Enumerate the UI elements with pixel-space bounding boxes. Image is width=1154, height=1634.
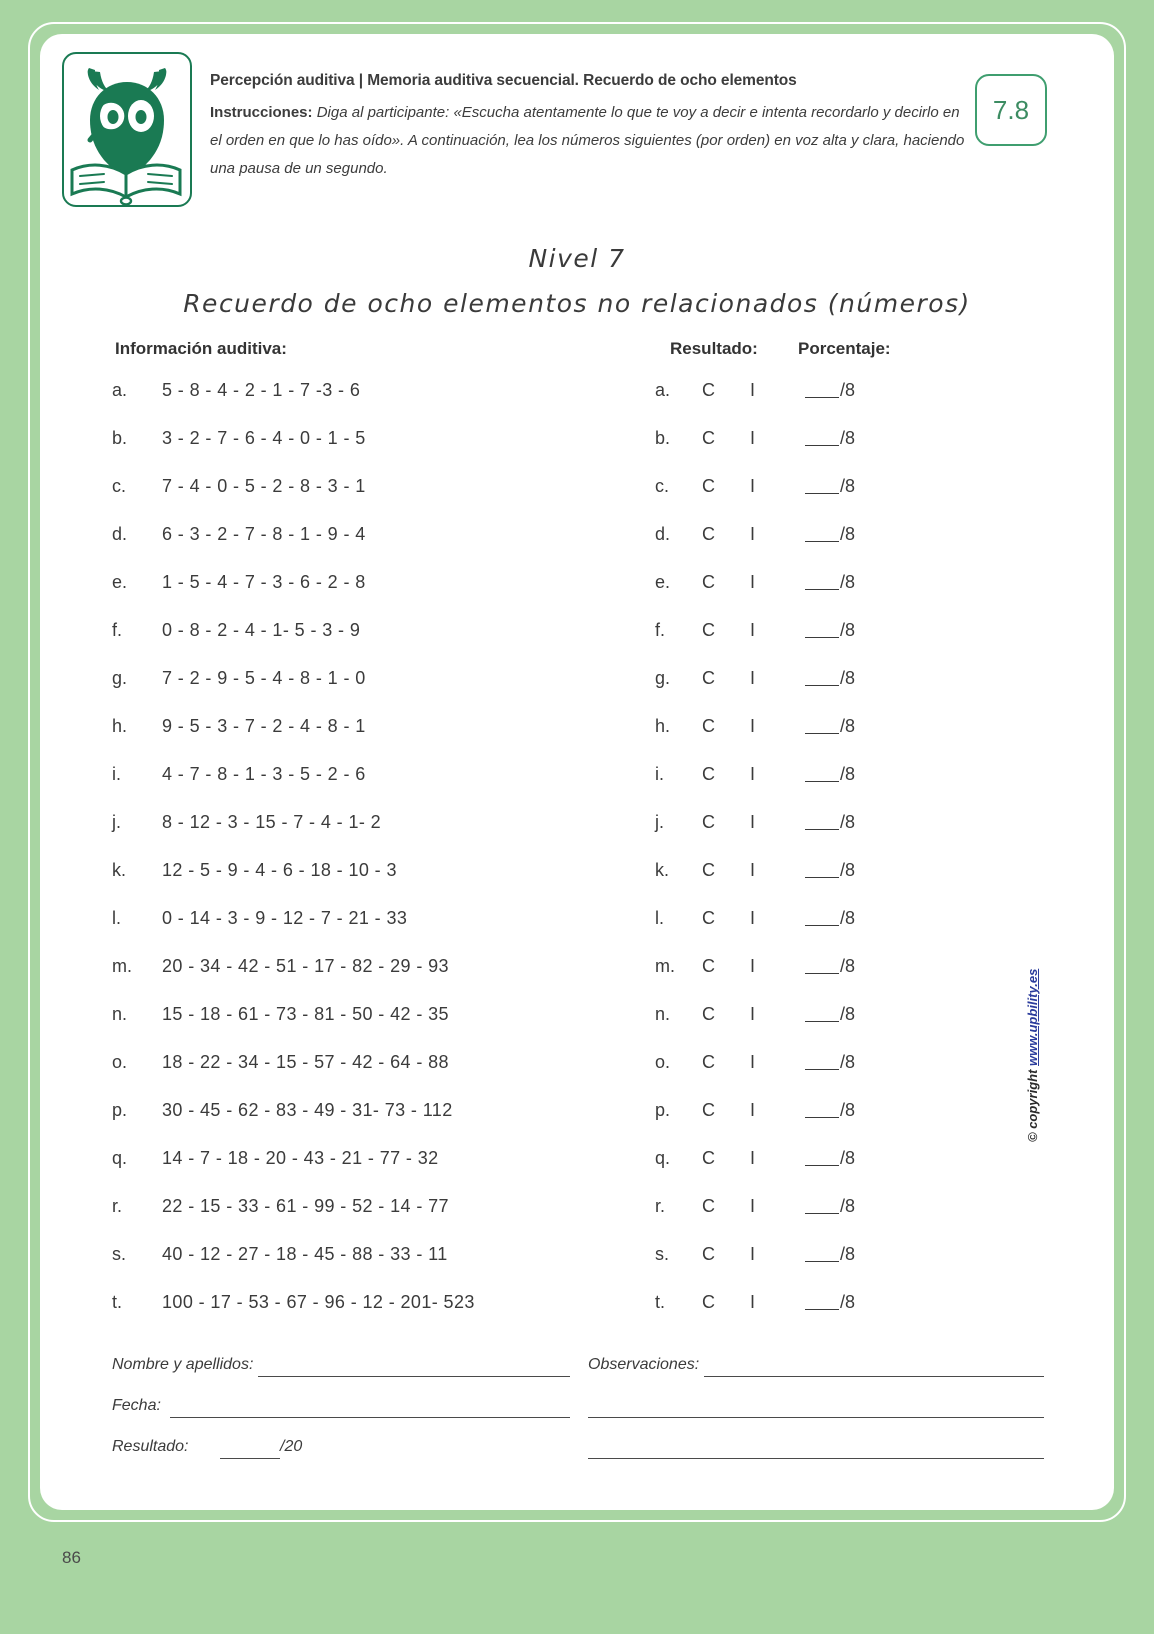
- row-letter: d.: [112, 524, 128, 544]
- result-incorrect-option[interactable]: I: [750, 524, 756, 544]
- exercise-row: [40, 514, 1114, 562]
- percentage-score-field[interactable]: [805, 764, 855, 785]
- result-correct-option[interactable]: C: [702, 524, 715, 544]
- result-correct-option[interactable]: C: [702, 908, 715, 928]
- result-row-letter: q.: [655, 1148, 671, 1168]
- number-sequence: 4 - 7 - 8 - 1 - 3 - 5 - 2 - 6: [162, 764, 366, 784]
- score-blank-line[interactable]: [805, 397, 839, 398]
- number-sequence: 3 - 2 - 7 - 6 - 4 - 0 - 1 - 5: [162, 428, 366, 448]
- name-label: Nombre y apellidos:: [112, 1356, 254, 1373]
- percentage-score-field[interactable]: [805, 956, 855, 977]
- exercise-row: [40, 850, 1114, 898]
- row-letter: f.: [112, 620, 123, 640]
- exercise-rows: [40, 370, 1114, 1330]
- exercise-row: [40, 1138, 1114, 1186]
- percentage-score-field[interactable]: [805, 428, 855, 449]
- result-row-letter: j.: [655, 812, 664, 832]
- result-incorrect-option[interactable]: I: [750, 620, 756, 640]
- result-row-letter: e.: [655, 572, 671, 592]
- result-correct-option[interactable]: C: [702, 716, 715, 736]
- result-row-letter: l.: [655, 908, 664, 928]
- result-correct-option[interactable]: C: [702, 572, 715, 592]
- percentage-score-field[interactable]: [805, 908, 855, 929]
- score-blank-line[interactable]: [805, 637, 839, 638]
- result-row-letter: g.: [655, 668, 671, 688]
- result-correct-option[interactable]: C: [702, 812, 715, 832]
- result-correct-option[interactable]: C: [702, 1148, 715, 1168]
- number-sequence: 22 - 15 - 33 - 61 - 99 - 52 - 14 - 77: [162, 1196, 449, 1216]
- footer-row-date: [40, 1393, 1114, 1434]
- number-sequence: 1 - 5 - 4 - 7 - 3 - 6 - 2 - 8: [162, 572, 366, 592]
- result-row-letter: r.: [655, 1196, 666, 1216]
- exercise-row: [40, 1042, 1114, 1090]
- score-blank-line[interactable]: [805, 877, 839, 878]
- row-letter: q.: [112, 1148, 128, 1168]
- number-sequence: 14 - 7 - 18 - 20 - 43 - 21 - 77 - 32: [162, 1148, 439, 1168]
- score-blank-line[interactable]: [805, 1021, 839, 1022]
- header-text-block: [210, 72, 970, 182]
- score-denominator: /8: [840, 1100, 856, 1120]
- row-letter: j.: [112, 812, 121, 832]
- level-title: Nivel 7: [528, 244, 626, 273]
- percentage-score-field[interactable]: [805, 668, 855, 689]
- result-incorrect-option[interactable]: I: [750, 668, 756, 688]
- observations-label: Observaciones:: [588, 1356, 700, 1373]
- result-row-letter: i.: [655, 764, 664, 784]
- column-header-porcentaje: Porcentaje:: [798, 339, 891, 358]
- score-blank-line[interactable]: [805, 733, 839, 734]
- percentage-score-field[interactable]: [805, 572, 855, 593]
- name-input-line[interactable]: [258, 1376, 570, 1377]
- number-sequence: 5 - 8 - 4 - 2 - 1 - 7 -3 - 6: [162, 380, 361, 400]
- row-letter: n.: [112, 1004, 128, 1024]
- score-denominator: /8: [840, 908, 856, 928]
- result-correct-option[interactable]: C: [702, 1052, 715, 1072]
- score-denominator: /8: [840, 1148, 856, 1168]
- number-sequence: 0 - 8 - 2 - 4 - 1- 5 - 3 - 9: [162, 620, 361, 640]
- exercise-row: [40, 754, 1114, 802]
- row-letter: t.: [112, 1292, 123, 1312]
- score-denominator: /8: [840, 380, 856, 400]
- instructions-label: Instrucciones:: [210, 104, 313, 121]
- result-incorrect-option[interactable]: I: [750, 764, 756, 784]
- row-letter: o.: [112, 1052, 128, 1072]
- score-denominator: /8: [840, 1004, 856, 1024]
- exercise-row: [40, 658, 1114, 706]
- number-sequence: 6 - 3 - 2 - 7 - 8 - 1 - 9 - 4: [162, 524, 366, 544]
- result-row-letter: d.: [655, 524, 671, 544]
- observations-input-line-3[interactable]: [588, 1458, 1044, 1459]
- result-correct-option[interactable]: C: [702, 1244, 715, 1264]
- result-incorrect-option[interactable]: I: [750, 908, 756, 928]
- result-correct-option[interactable]: C: [702, 956, 715, 976]
- observations-input-line-1[interactable]: [704, 1376, 1044, 1377]
- copyright-notice: [1025, 902, 1040, 1142]
- result-row-letter: p.: [655, 1100, 671, 1120]
- percentage-score-field[interactable]: [805, 860, 855, 881]
- exercise-row: [40, 1234, 1114, 1282]
- score-blank-line[interactable]: [805, 829, 839, 830]
- worksheet-card: [40, 34, 1114, 1510]
- row-letter: h.: [112, 716, 128, 736]
- result-incorrect-option[interactable]: I: [750, 860, 756, 880]
- percentage-score-field[interactable]: [805, 620, 855, 641]
- number-sequence: 8 - 12 - 3 - 15 - 7 - 4 - 1- 2: [162, 812, 382, 832]
- observations-input-line-2[interactable]: [588, 1417, 1044, 1418]
- score-blank-line[interactable]: [805, 1261, 839, 1262]
- result-incorrect-option[interactable]: I: [750, 1100, 756, 1120]
- exercise-row: [40, 898, 1114, 946]
- row-letter: r.: [112, 1196, 123, 1216]
- score-blank-line[interactable]: [805, 925, 839, 926]
- exercise-row: [40, 370, 1114, 418]
- score-denominator: /8: [840, 764, 856, 784]
- score-denominator: /8: [840, 956, 856, 976]
- score-denominator: /8: [840, 428, 856, 448]
- worksheet-header: [40, 34, 1114, 204]
- score-blank-line[interactable]: [805, 685, 839, 686]
- column-header-resultado: Resultado:: [670, 339, 758, 358]
- score-denominator: /8: [840, 860, 856, 880]
- result-row-letter: b.: [655, 428, 671, 448]
- result-correct-option[interactable]: C: [702, 476, 715, 496]
- row-letter: i.: [112, 764, 121, 784]
- score-blank-line[interactable]: [805, 1309, 839, 1310]
- exercise-row: [40, 466, 1114, 514]
- exercise-number-badge: 7.8: [975, 74, 1047, 146]
- exercise-row: [40, 946, 1114, 994]
- score-blank-line[interactable]: [805, 445, 839, 446]
- worksheet-footer: [40, 1352, 1114, 1475]
- footer-row-name: [40, 1352, 1114, 1393]
- number-sequence: 18 - 22 - 34 - 15 - 57 - 42 - 64 - 88: [162, 1052, 449, 1072]
- exercise-subtitle: Recuerdo de ocho elementos no relacionados (números): [183, 289, 971, 318]
- result-row-letter: m.: [655, 956, 675, 976]
- number-sequence: 9 - 5 - 3 - 7 - 2 - 4 - 8 - 1: [162, 716, 366, 736]
- result-incorrect-option[interactable]: I: [750, 380, 756, 400]
- result-row-letter: n.: [655, 1004, 671, 1024]
- score-blank-line[interactable]: [805, 589, 839, 590]
- owl-reading-book-icon: [62, 52, 192, 207]
- result-row-letter: f.: [655, 620, 666, 640]
- score-denominator: /8: [840, 1052, 856, 1072]
- result-incorrect-option[interactable]: I: [750, 716, 756, 736]
- score-denominator: /8: [840, 1244, 856, 1264]
- exercise-row: [40, 610, 1114, 658]
- percentage-score-field[interactable]: [805, 716, 855, 737]
- result-correct-option[interactable]: C: [702, 1100, 715, 1120]
- score-denominator: /8: [840, 524, 856, 544]
- footer-row-result: [40, 1434, 1114, 1475]
- exercise-row: [40, 1186, 1114, 1234]
- date-input-line[interactable]: [170, 1417, 570, 1418]
- result-correct-option[interactable]: C: [702, 1292, 715, 1312]
- row-letter: m.: [112, 956, 132, 976]
- percentage-score-field[interactable]: [805, 1004, 855, 1025]
- result-incorrect-option[interactable]: I: [750, 1148, 756, 1168]
- score-denominator: /8: [840, 572, 856, 592]
- exercise-row: [40, 418, 1114, 466]
- row-letter: g.: [112, 668, 128, 688]
- score-denominator: /8: [840, 476, 856, 496]
- result-row-letter: o.: [655, 1052, 671, 1072]
- row-letter: a.: [112, 380, 128, 400]
- exercise-row: [40, 1090, 1114, 1138]
- row-letter: k.: [112, 860, 127, 880]
- result-incorrect-option[interactable]: I: [750, 428, 756, 448]
- percentage-score-field[interactable]: [805, 1100, 855, 1121]
- number-sequence: 7 - 2 - 9 - 5 - 4 - 8 - 1 - 0: [162, 668, 366, 688]
- score-denominator: /8: [840, 1292, 856, 1312]
- exercise-row: [40, 994, 1114, 1042]
- result-incorrect-option[interactable]: I: [750, 956, 756, 976]
- number-sequence: 100 - 17 - 53 - 67 - 96 - 12 - 201- 523: [162, 1292, 475, 1312]
- row-letter: b.: [112, 428, 128, 448]
- result-row-letter: c.: [655, 476, 670, 496]
- score-blank-line[interactable]: [805, 781, 839, 782]
- row-letter: e.: [112, 572, 128, 592]
- row-letter: l.: [112, 908, 121, 928]
- result-incorrect-option[interactable]: I: [750, 1292, 756, 1312]
- percentage-score-field[interactable]: [805, 1244, 855, 1265]
- percentage-score-field[interactable]: [805, 812, 855, 833]
- number-sequence: 40 - 12 - 27 - 18 - 45 - 88 - 33 - 11: [162, 1244, 448, 1264]
- page-number: 86: [62, 1548, 81, 1567]
- number-sequence: 30 - 45 - 62 - 83 - 49 - 31- 73 - 112: [162, 1100, 453, 1120]
- worksheet-instructions: [210, 99, 970, 182]
- number-sequence: 7 - 4 - 0 - 5 - 2 - 8 - 3 - 1: [162, 476, 366, 496]
- result-correct-option[interactable]: C: [702, 764, 715, 784]
- percentage-score-field[interactable]: [805, 380, 855, 401]
- percentage-score-field[interactable]: [805, 1292, 855, 1313]
- score-blank-line[interactable]: [805, 973, 839, 974]
- result-correct-option[interactable]: C: [702, 860, 715, 880]
- percentage-score-field[interactable]: [805, 1148, 855, 1169]
- result-denominator: /20: [280, 1438, 303, 1455]
- result-correct-option[interactable]: C: [702, 668, 715, 688]
- score-blank-line[interactable]: [805, 1069, 839, 1070]
- percentage-score-field[interactable]: [805, 1052, 855, 1073]
- copyright-link[interactable]: www.upbility.es: [1025, 968, 1040, 1066]
- exercise-row: [40, 706, 1114, 754]
- score-denominator: /8: [840, 1196, 856, 1216]
- percentage-score-field[interactable]: [805, 524, 855, 545]
- result-incorrect-option[interactable]: I: [750, 476, 756, 496]
- result-row-letter: s.: [655, 1244, 670, 1264]
- number-sequence: 0 - 14 - 3 - 9 - 12 - 7 - 21 - 33: [162, 908, 408, 928]
- worksheet-category: Percepción auditiva | Memoria auditiva secuencial. Recuerdo de ocho elementos: [210, 72, 797, 89]
- result-row-letter: k.: [655, 860, 670, 880]
- score-blank-line[interactable]: [805, 493, 839, 494]
- result-label: Resultado:: [112, 1438, 189, 1455]
- copyright-prefix: © copyright: [1025, 1065, 1040, 1142]
- result-row-letter: t.: [655, 1292, 666, 1312]
- percentage-score-field[interactable]: [805, 1196, 855, 1217]
- date-label: Fecha:: [112, 1397, 161, 1414]
- result-incorrect-option[interactable]: I: [750, 1196, 756, 1216]
- result-row-letter: a.: [655, 380, 671, 400]
- result-incorrect-option[interactable]: I: [750, 1004, 756, 1024]
- result-correct-option[interactable]: C: [702, 1004, 715, 1024]
- result-correct-option[interactable]: C: [702, 620, 715, 640]
- row-letter: s.: [112, 1244, 127, 1264]
- instructions-text: Diga al participante: «Escucha atentamente lo que te voy a decir e intenta recordarlo y decirlo en el orden en que lo has oído». A continuación, lea los números siguientes (por orden) en voz alta y clara, haciendo una pausa de un segundo.: [210, 104, 965, 177]
- column-header-info: Información auditiva:: [115, 339, 287, 358]
- result-correct-option[interactable]: C: [702, 380, 715, 400]
- score-blank-line[interactable]: [805, 541, 839, 542]
- number-sequence: 15 - 18 - 61 - 73 - 81 - 50 - 42 - 35: [162, 1004, 449, 1024]
- exercise-row: [40, 802, 1114, 850]
- row-letter: c.: [112, 476, 127, 496]
- score-denominator: /8: [840, 668, 856, 688]
- row-letter: p.: [112, 1100, 128, 1120]
- score-denominator: /8: [840, 812, 856, 832]
- score-blank-line[interactable]: [805, 1117, 839, 1118]
- result-correct-option[interactable]: C: [702, 428, 715, 448]
- result-input-line[interactable]: [220, 1458, 280, 1459]
- score-denominator: /8: [840, 620, 856, 640]
- percentage-score-field[interactable]: [805, 476, 855, 497]
- score-blank-line[interactable]: [805, 1165, 839, 1166]
- score-blank-line[interactable]: [805, 1213, 839, 1214]
- result-incorrect-option[interactable]: I: [750, 812, 756, 832]
- result-incorrect-option[interactable]: I: [750, 572, 756, 592]
- result-correct-option[interactable]: C: [702, 1196, 715, 1216]
- exercise-row: [40, 1282, 1114, 1330]
- exercise-row: [40, 562, 1114, 610]
- result-incorrect-option[interactable]: I: [750, 1244, 756, 1264]
- result-row-letter: h.: [655, 716, 671, 736]
- score-denominator: /8: [840, 716, 856, 736]
- number-sequence: 20 - 34 - 42 - 51 - 17 - 82 - 29 - 93: [162, 956, 449, 976]
- result-incorrect-option[interactable]: I: [750, 1052, 756, 1072]
- number-sequence: 12 - 5 - 9 - 4 - 6 - 18 - 10 - 3: [162, 860, 397, 880]
